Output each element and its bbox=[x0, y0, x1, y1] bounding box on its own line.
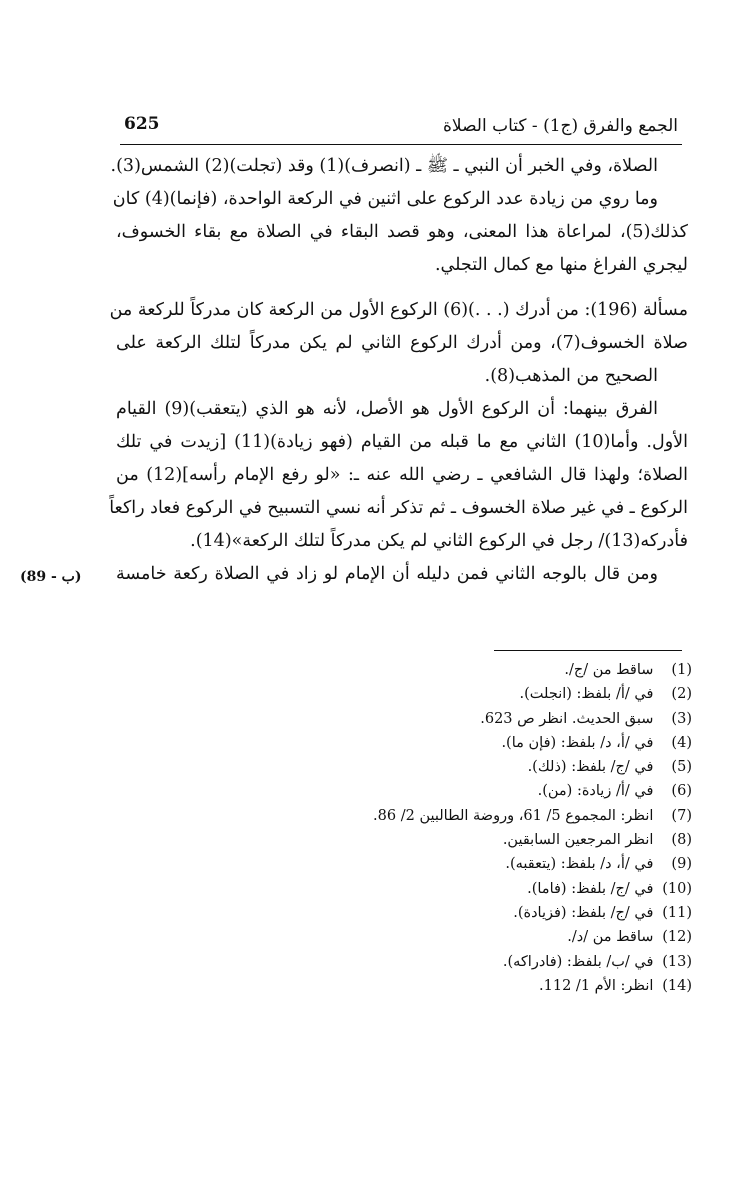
footnote-item bbox=[260, 658, 692, 682]
footnote-text: في /ج/ بلفظ: (ذلك). bbox=[527, 759, 654, 776]
footnote-text: في /ج/ بلفظ: (فاما). bbox=[527, 880, 654, 897]
text-line: الفرق بينهما: أن الركوع الأول هو الأصل، لأنه هو الذي (يتعقب)(9) القيام bbox=[116, 399, 659, 419]
footnote-number: (6) bbox=[671, 783, 692, 800]
footnote-item bbox=[260, 707, 692, 731]
footnotes bbox=[260, 658, 692, 998]
text-line: صلاة الخسوف(7)، ومن أدرك الركوع الثاني لم يكن مدركاً لتلك الركعة على bbox=[116, 333, 688, 353]
text-line: الصحيح من المذهب(8). bbox=[484, 366, 658, 386]
footnote-item bbox=[260, 755, 692, 779]
footnote-number: (1) bbox=[671, 662, 692, 678]
footnote-text: في /أ، د/ بلفظ: (فإن ما). bbox=[501, 734, 654, 751]
text-line: وما روي من زيادة عدد الركوع على اثنين في الركعة الواحدة، (فإنما)(4) كان bbox=[112, 189, 658, 209]
footnote-text: انظر المرجعين السابقين. bbox=[502, 832, 654, 849]
main-text bbox=[109, 150, 689, 591]
paragraph bbox=[112, 183, 688, 282]
text-line: فأدركه(13)/ رجل في الركوع الثاني لم يكن مدركاً لتلك الركعة»(14). bbox=[190, 531, 688, 551]
footnote-number: (12) bbox=[662, 929, 692, 946]
footnote-number: (4) bbox=[671, 734, 692, 751]
footnote-text: انظر: الأم 1/ 112. bbox=[539, 977, 654, 994]
footnote-number: (5) bbox=[671, 759, 692, 776]
text-line: الركوع ـ في غير صلاة الخسوف ـ ثم تذكر أنه نسي التسبيح في الركوع فعاد راكعاً bbox=[109, 498, 688, 518]
footnote-separator bbox=[494, 650, 682, 651]
paragraph-continuation bbox=[110, 150, 688, 183]
footnote-item bbox=[260, 682, 692, 706]
footnote-number: (10) bbox=[662, 880, 692, 897]
footnote-item bbox=[260, 731, 692, 755]
footnote-number: (8) bbox=[671, 832, 692, 849]
footnote-item bbox=[260, 852, 692, 876]
footnote-text: في /أ/ زيادة: (من). bbox=[537, 783, 654, 800]
footnote-number: (11) bbox=[662, 904, 692, 921]
footnote-number: (13) bbox=[662, 953, 692, 970]
manuscript-folio-note: (89 - ب) bbox=[20, 569, 82, 585]
text-line: الأول. وأما(10) الثاني مع ما قبله من القيام (فهو زيادة)(11) [زيدت في تلك bbox=[116, 432, 688, 452]
footnote-text: ساقط من /ج/. bbox=[564, 662, 654, 678]
footnote-text: انظر: المجموع 5/ 61، وروضة الطالبين 2/ 86. bbox=[373, 807, 654, 824]
footnote-text: في /ج/ بلفظ: (فزيادة). bbox=[513, 904, 654, 921]
text-line: الصلاة؛ ولهذا قال الشافعي ـ رضي الله عنه ـ: «لو رفع الإمام رأسه](12) من bbox=[116, 465, 689, 485]
footnote-text: في /ب/ بلفظ: (فادراكه). bbox=[502, 953, 654, 970]
footnote-item bbox=[260, 950, 692, 974]
footnote-item bbox=[260, 804, 692, 828]
text-line: الصلاة، وفي الخبر أن النبي ـ ﷺ ـ (انصرف)(1) وقد (تجلت)(2) الشمس(3). bbox=[110, 156, 658, 176]
footnote-number: (9) bbox=[671, 856, 692, 873]
footnote-item bbox=[260, 877, 692, 901]
footnote-item bbox=[260, 828, 692, 852]
footnote-number: (7) bbox=[671, 807, 692, 824]
paragraph-difference bbox=[109, 393, 689, 558]
footnote-number: (3) bbox=[671, 710, 692, 727]
footnote-text: ساقط من /د/. bbox=[567, 929, 654, 946]
text-line: كذلك(5)، لمراعاة هذا المعنى، وهو قصد البقاء في الصلاة مع بقاء الخسوف، bbox=[116, 222, 688, 242]
footnote-number: (2) bbox=[671, 686, 692, 703]
footnote-text: في /أ، د/ بلفظ: (يتعقبه). bbox=[505, 856, 654, 873]
text-line: ليجري الفراغ منها مع كمال التجلي. bbox=[434, 255, 688, 275]
text-line: ومن قال بالوجه الثاني فمن دليله أن الإمام لو زاد في الصلاة ركعة خامسة bbox=[116, 564, 658, 584]
footnote-text: في /أ/ بلفظ: (انجلت). bbox=[519, 686, 654, 703]
page-header bbox=[120, 112, 682, 145]
footnote-item bbox=[260, 779, 692, 803]
footnote-item bbox=[260, 925, 692, 949]
footnote-number: (14) bbox=[662, 977, 692, 994]
footnote-item bbox=[260, 901, 692, 925]
footnote-item bbox=[260, 974, 692, 998]
running-head: الجمع والفرق (ج1) - كتاب الصلاة bbox=[443, 116, 678, 136]
page-number: 625 bbox=[124, 114, 160, 134]
paragraph bbox=[116, 558, 688, 591]
mas-ala-196 bbox=[109, 294, 688, 393]
text-line: مسألة (196): من أدرك (. . .)(6) الركوع الأول من الركعة كان مدركاً للركعة من bbox=[109, 300, 688, 320]
footnote-text: سبق الحديث. انظر ص 623. bbox=[480, 710, 654, 727]
